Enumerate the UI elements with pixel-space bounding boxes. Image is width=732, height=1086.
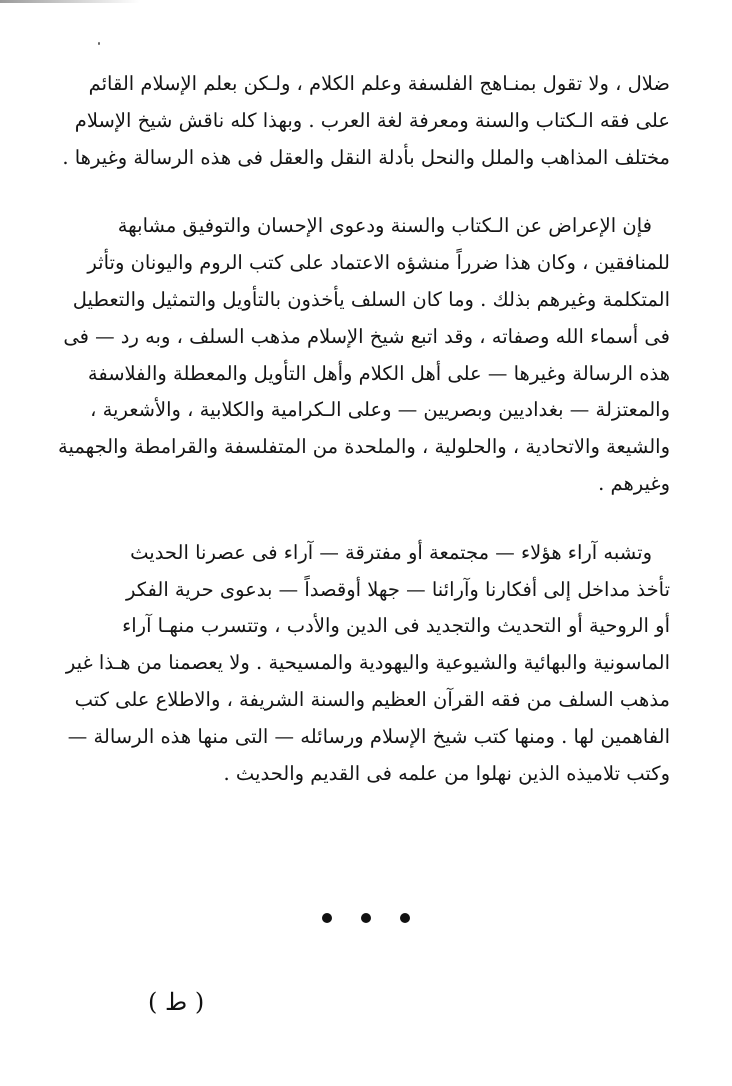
paragraph-2-line-5: هذه الرسالة وغيرها — على أهل الكلام وأهل التأويل والمعطلة والفلاسفة [87,361,670,385]
paragraph-1-line-2: على فقه الـكتاب والسنة ومعرفة لغة العرب . وبهذا كله ناقش شيخ الإسلام [74,108,670,132]
paragraph-1-line-1: ضلال ، ولا تقول بمنـاهج الفلسفة وعلم الكلام ، ولـكن بعلم الإسلام القائم [88,72,670,95]
paragraph-2-line-1-text: فإن الإعراض عن الـكتاب والسنة ودعوى الإحسان والتوفيق مشابهة [117,214,652,238]
paragraph-3-line-1 [62,535,670,572]
paragraph-3-line-2: تأخذ مداخل إلى أفكارنا وآرائنا — جهلا أوقصداً — بدعوى حرية الفكر [125,577,670,601]
paragraph-2-line-7: والشيعة والاتحادية ، والحلولية ، والملحدة من المتفلسفة والقرامطة والجهمية [57,435,670,459]
paragraph-3-line-1-text: وتشبه آراء هؤلاء — مجتمعة أو مفترقة — آراء فى عصرنا الحديث [130,540,652,564]
paragraph-2-line-8: وغيرهم . [598,471,670,495]
paragraph-2 [57,208,670,502]
divider-dot [398,911,412,925]
paragraph-1-line-3: مختلف المذاهب والملل والنحل بأدلة النقل والعقل فى هذه الرسالة وغيرها . [62,145,670,169]
paragraph-2-line-6: والمعتزلة — بغداديين وبصريين — وعلى الـكرامية والكلابية ، والأشعرية ، [90,398,670,422]
scan-speck [98,42,100,45]
paragraph-3 [62,535,670,793]
section-divider [0,908,732,927]
paragraph-2-line-1 [62,208,670,245]
paragraph-3-line-6: الفاهمين لها . ومنها كتب شيخ الإسلام ورسائله — التى منها هذه الرسالة — [67,724,670,748]
paragraph-3-line-3: أو الروحية أو التحديث والتجديد فى الدين والأدب ، وتتسرب منهـا آراء [122,614,670,638]
scan-edge-mark [0,0,140,3]
paragraph-2-line-4: فى أسماء الله وصفاته ، وقد اتبع شيخ الإسلام مذهب السلف ، وبه رد — فى [63,324,670,348]
divider-dot [320,911,334,925]
divider-dot [359,911,373,925]
paragraph-2-line-2: للمنافقين ، وكان هذا ضرراً منشؤه الاعتماد على كتب الروم واليونان وتأثر [87,251,670,275]
document-page [57,66,670,792]
paragraph-2-line-3: المتكلمة وغيرهم بذلك . وما كان السلف يأخذون بالتأويل والتمثيل والتعطيل [72,287,670,311]
paragraph-3-line-5: مذهب السلف من فقه القرآن العظيم والسنة الشريفة ، والاطلاع على كتب [74,687,670,711]
page-number: ( ط ) [148,988,205,1016]
paragraph-1 [62,66,670,176]
paragraph-3-line-4: الماسونية والبهائية والشيوعية واليهودية والمسيحية . ولا يعصمنا من هـذا غير [65,651,670,675]
paragraph-3-line-7: وكتب تلاميذه الذين نهلوا من علمه فى القديم والحديث . [223,761,670,785]
